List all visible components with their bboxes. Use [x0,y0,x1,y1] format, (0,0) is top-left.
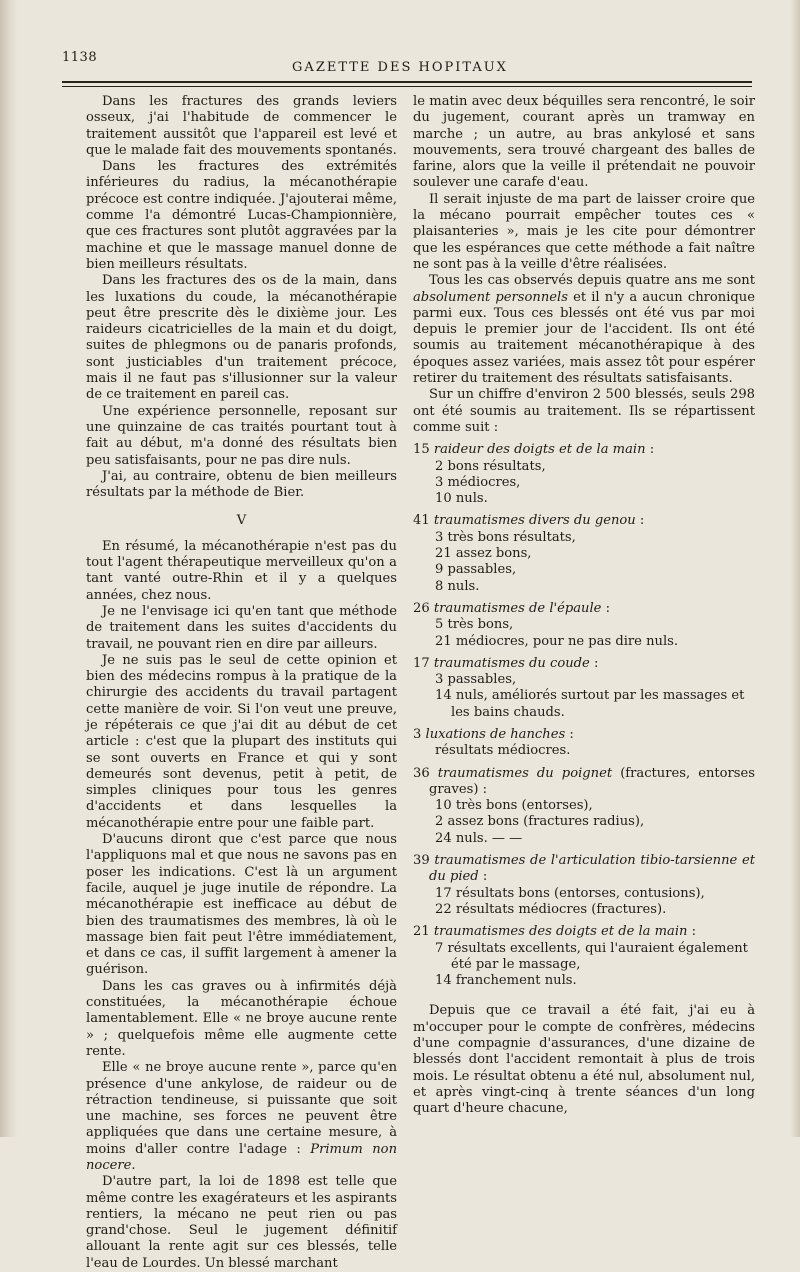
header-rule-thin [62,86,752,87]
result-item: 3 passables, [435,672,517,688]
running-title: GAZETTE DES HOPITAUX [292,60,508,75]
latin-quote: Primum non nocere. [86,1141,397,1173]
result-item: 8 nuls. [435,578,480,594]
category-label: traumatismes de l'épaule [433,600,602,616]
section-heading: V [236,513,247,529]
result-item: 21 médiocres, pour ne pas dire nuls. [435,633,679,649]
paragraph: Sur un chiffre d'environ 2 500 blessés, seuls 298 ont été soumis au traitement. Ils se répartissent comme suit : [413,387,755,435]
result-category [413,513,755,529]
category-label: raideur des doigts et de la main [433,442,646,458]
result-item: 14 franchement nuls. [435,973,577,989]
result-category [413,601,755,617]
paragraph: Dans les fractures des os de la main, dans les luxations du coude, la mécanothérapie peut être prescrite dès le dixième jour. Les raideurs cicatricielles de la main et du doigt, suites de phlegmons ou de panaris profonds, sont justiciables d'un traitement précoce, mais il ne faut pas s'illusionner sur la valeur de ce traitement en pareil cas. [86,273,397,403]
case-count: 36 [413,765,438,781]
category-suffix: : [645,442,655,458]
header-rule-thick [62,81,752,83]
result-category [413,924,755,940]
paragraph [86,1060,397,1174]
left-column [86,94,397,1272]
result-item: 24 nuls. — — [435,830,523,846]
category-label: traumatismes du coude [433,655,590,671]
result-category [413,766,755,799]
right-column [413,94,755,1118]
category-suffix: : [687,924,697,940]
results-list [413,442,755,989]
paragraph: D'autre part, la loi de 1898 est telle que même contre les exagérateurs et les aspirants rentiers, la mécano ne peut rien ou pas grand'chose. Seul le jugement définitif allouant la rente agit sur ces blessés, telle l'eau de Lourdes. Un blessé marchant [86,1174,397,1271]
result-item: résultats médiocres. [435,743,571,759]
paragraph: J'ai, au contraire, obtenu de bien meilleurs résultats par la méthode de Bier. [86,468,397,501]
paragraph-text: Elle « ne broye aucune rente », parce qu'en présence d'une ankylose, de raideur ou de rétraction tendineuse, si puissante que soit une machine, ses forces ne peuvent être appliquées que dans une certaine mesure, à moins d'aller contre l'adage : [86,1060,397,1157]
page-number: 1138 [62,50,98,65]
category-label: traumatismes des doigts et de la main [433,924,688,940]
result-item: 22 résultats médiocres (fractures). [435,901,667,917]
paragraph: Je ne suis pas le seul de cette opinion et bien des médecins rompus à la pratique de la chirurgie des accidents du travail partagent cette manière de voir. Si l'on veut une preuve, je répéterais ce que j'ai dit au début de cet article : c'est que la plupart des instituts qui se sont ouverts en France et qui y sont demeurés sont devenus, petit à petit, de simples cliniques pour tous les genres d'accidents et dans lesquelles la mécanothérapie entre pour une faible part. [86,652,397,831]
case-count: 41 [413,513,434,529]
result-item: 2 assez bons (fractures radius), [435,814,645,830]
result-item: 14 nuls, améliorés surtout par les massages et les bains chauds. [435,688,745,720]
case-count: 15 [413,442,434,458]
paragraph: Il serait injuste de ma part de laisser croire que la mécano pourrait empêcher toutes ces « plaisanteries », mais je les cite pour démontrer que les espérances que cette méthode a fait naître ne sont pas à la veille d'être réalisées. [413,191,755,272]
paragraph: Dans les fractures des grands leviers osseux, j'ai l'habitude de commencer le traitement aussitôt que l'appareil est levé et que le malade fait des mouvements spontanés. [86,94,397,158]
category-suffix: : [635,513,645,529]
paragraph: le matin avec deux béquilles sera rencontré, le soir du jugement, courant après un tramway en marche ; un autre, au bras ankylosé et sans mouvements, sera trouvé chargeant des balles de farine, alors que la veille il prétendait ne pouvoir soulever une carafe d'eau. [413,94,755,191]
result-item: 3 médiocres, [435,474,521,490]
result-item: 10 nuls. [435,491,488,507]
case-count: 26 [413,600,434,616]
paragraph: Dans les cas graves ou à infirmités déjà constituées, la mécanothérapie échoue lamentablement. Elle « ne broye aucune rente » ; quelquefois même elle augmente cette rente. [86,978,397,1059]
category-label: luxations de hanches [425,726,566,742]
result-item: 3 très bons résultats, [435,529,576,545]
result-category [413,727,755,743]
result-item: 5 très bons, [435,617,514,633]
category-suffix: : [478,869,488,885]
case-count: 39 [413,853,435,869]
category-label: traumatismes divers du genou [433,513,636,529]
result-item: 7 résultats excellents, qui l'auraient également été par le massage, [435,940,748,972]
page-right-edge [790,0,800,1137]
category-suffix: : [601,600,610,616]
category-label: traumatismes du poignet [437,765,613,781]
case-count: 17 [413,655,434,671]
paragraph-text: Tous les cas observés depuis quatre ans me sont [429,273,755,289]
result-item: 10 très bons (entorses), [435,798,593,814]
emphasis: absolument personnels [413,289,568,305]
result-category [413,442,755,458]
category-suffix: : [565,726,574,742]
paragraph: Une expérience personnelle, reposant sur une quinzaine de cas traités pourtant tout à fait au début, m'a donné des résultats bien peu satisfaisants, pour ne pas dire nuls. [86,403,397,468]
result-item: 2 bons résultats, [435,458,546,474]
paragraph-text: et il n'y a aucun chronique parmi eux. Tous ces blessés ont été vus par moi depuis le premier jour de l'accident. Ils ont été soumis au traitement mécanothérapique à des époques assez variées, mais assez tôt pour espérer retirer du traitement des résultats satisfaisants. [413,289,755,387]
case-count: 21 [413,924,434,940]
case-count: 3 [413,726,426,742]
paragraph: Depuis que ce travail a été fait, j'ai eu à m'occuper pour le compte de confrères, médecins d'une compagnie d'assurances, d'une dizaine de blessés dont l'accident remontait à plus de trois mois. Le résultat obtenu a été nul, absolument nul, et après vingt-cinq à trente séances d'un long quart d'heure chacune, [413,1003,755,1117]
result-item: 17 résultats bons (entorses, contusions), [435,885,705,901]
category-suffix: : [589,655,599,671]
category-suffix: (fractures, entorses graves) : [429,765,755,797]
paragraph: Dans les fractures des extrémités inférieures du radius, la mécanothérapie précoce est contre indiquée. J'ajouterai même, comme l'a démontré Lucas-Championnière, que ces fractures sont plutôt aggravées par la machine et que le massage manuel donne de bien meilleurs résultats. [86,159,397,272]
result-category [413,853,755,886]
paragraph: D'aucuns diront que c'est parce que nous l'appliquons mal et que nous ne savons pas en poser les indications. C'est là un argument facile, auquel je juge inutile de répondre. La mécanothérapie est inefficace au début de bien des traumatismes des membres, là où le massage bien fait peut l'être immédiatement, et dans ce cas, il suffit largement à amener la guérison. [86,832,397,978]
result-item: 21 assez bons, [435,546,532,562]
paragraph: Je ne l'envisage ici qu'en tant que méthode de traitement dans les suites d'accidents du travail, ne pouvant rien en dire par ailleurs. [86,603,397,652]
page-binding-edge [0,0,18,1137]
category-label: traumatismes de l'articulation tibio-tarsienne et du pied [429,853,755,885]
result-item: 9 passables, [435,562,517,578]
result-category [413,656,755,672]
paragraph: En résumé, la mécanothérapie n'est pas du tout l'agent thérapeutique merveilleux qu'on a tant vanté outre-Rhin et il y a quelques années, chez nous. [86,538,397,603]
paragraph [413,273,755,387]
